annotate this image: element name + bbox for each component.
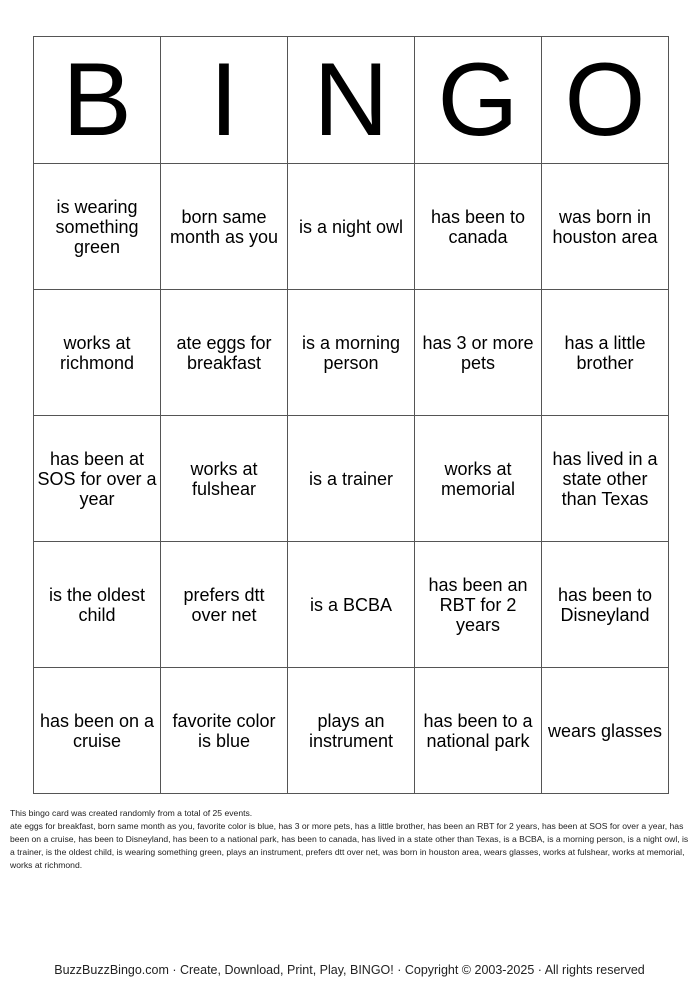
header-row (34, 37, 669, 164)
copyright-footer: BuzzBuzzBingo.com · Create, Download, Print, Play, BINGO! · Copyright © 2003-2025 · All rights reserved (54, 963, 645, 977)
bingo-cell: ate eggs for breakfast (161, 290, 288, 416)
bingo-cell: has been to a national park (415, 668, 542, 794)
bingo-cell: is a night owl (288, 164, 415, 290)
header-letter-n: N (288, 37, 415, 164)
bingo-cell: is a BCBA (288, 542, 415, 668)
header-letter-g: G (415, 37, 542, 164)
bingo-cell: has a little brother (542, 290, 669, 416)
card-row (34, 542, 669, 668)
bingo-cell: has 3 or more pets (415, 290, 542, 416)
footnote-intro: This bingo card was created randomly from a total of 25 events. (10, 808, 253, 818)
card-row (34, 164, 669, 290)
header-letter-i: I (161, 37, 288, 164)
card-row (34, 668, 669, 794)
bingo-cell: has lived in a state other than Texas (542, 416, 669, 542)
header-letter-b: B (34, 37, 161, 164)
event-list-footnote (10, 807, 690, 872)
bingo-cell: has been to canada (415, 164, 542, 290)
card-row (34, 416, 669, 542)
bingo-cell: prefers dtt over net (161, 542, 288, 668)
bingo-cell: is wearing something green (34, 164, 161, 290)
bingo-cell: wears glasses (542, 668, 669, 794)
bingo-cell: works at fulshear (161, 416, 288, 542)
card-row (34, 290, 669, 416)
footnote-events: ate eggs for breakfast, born same month as you, favorite color is blue, has 3 or more pets, has a little brother, has been an RBT for 2 years, has been at SOS for over a year, has been on a cruise, has been to Disneyland, has been to a national park, has been to canada, has lived in a state other than Texas, is a BCBA, is a morning person, is a night owl, is a trainer, is the oldest child, is wearing something green, plays an instrument, prefers dtt over net, was born in houston area, wears glasses, works at fulshear, works at memorial, works at richmond. (10, 821, 689, 870)
bingo-cell: born same month as you (161, 164, 288, 290)
bingo-cell: favorite color is blue (161, 668, 288, 794)
bingo-cell: is a morning person (288, 290, 415, 416)
bingo-cell: works at memorial (415, 416, 542, 542)
bingo-cell: is the oldest child (34, 542, 161, 668)
bingo-cell: has been on a cruise (34, 668, 161, 794)
bingo-cell: is a trainer (288, 416, 415, 542)
bingo-cell: has been an RBT for 2 years (415, 542, 542, 668)
bingo-cell: works at richmond (34, 290, 161, 416)
bingo-cell: has been to Disneyland (542, 542, 669, 668)
bingo-cell: was born in houston area (542, 164, 669, 290)
bingo-cell: has been at SOS for over a year (34, 416, 161, 542)
header-letter-o: O (542, 37, 669, 164)
bingo-cell: plays an instrument (288, 668, 415, 794)
bingo-card (33, 36, 669, 794)
